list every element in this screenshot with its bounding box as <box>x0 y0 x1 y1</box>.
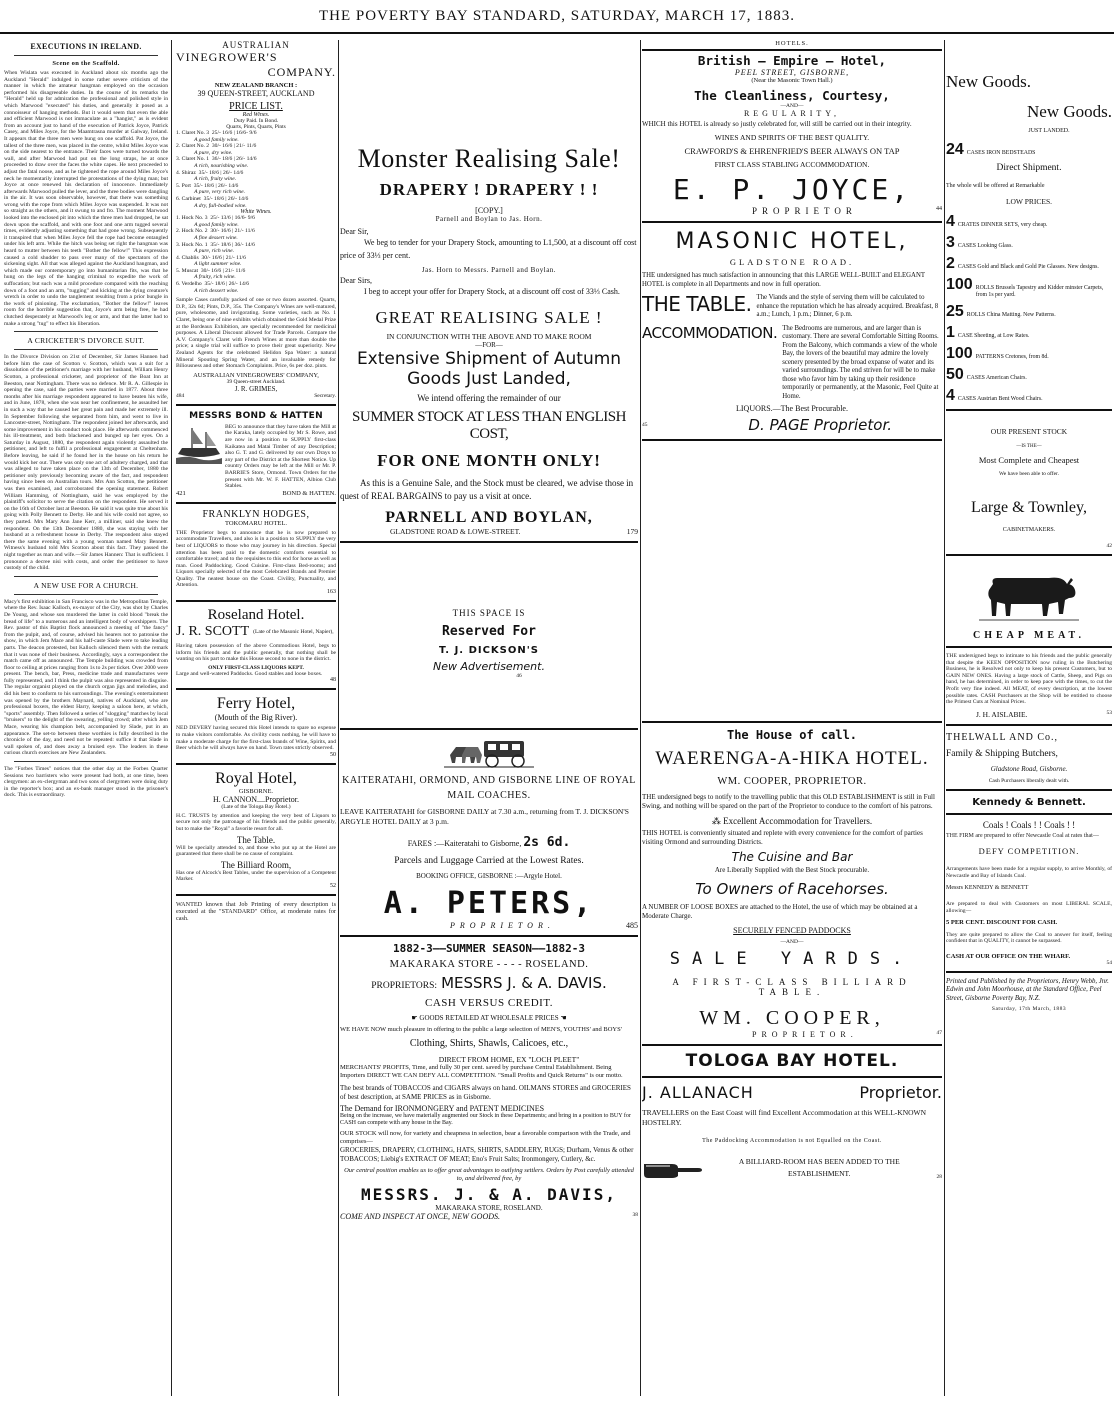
goods-description: ROLLS China Matting. New Patterns. <box>966 312 1056 318</box>
divider <box>176 688 336 690</box>
ad-text: The whole will be offered at Remarkable <box>946 183 1045 189</box>
ad-text: J. H. AISLABIE. <box>976 709 1028 719</box>
ad-heading: British — Empire — Hotel, <box>697 53 887 68</box>
ad-heading: MESSRS BOND & HATTEN <box>189 410 323 421</box>
ad-heading: THELWALL AND Co., <box>946 731 1058 743</box>
goods-description: CASES Austrian Bent Wood Chairs. <box>957 396 1043 402</box>
ad-heading: MESSRS. J. & A. DAVIS, <box>361 1185 617 1204</box>
divider <box>946 554 1112 556</box>
ad-text: GLADSTONE ROAD. <box>729 257 855 267</box>
ad-text: FARES :—Kaiteratahi to Gisborne, <box>407 839 522 848</box>
wine-row: 5. Muscat 30/- 16/6 | 21/- 11/6 <box>176 267 246 274</box>
goods-item <box>946 142 1112 158</box>
ad-number: 163 <box>327 589 336 596</box>
ad-text: Parcels and Luggage Carried at the Lowest Rates. <box>394 856 584 866</box>
ad-heading: FRANKLYN HODGES, <box>202 508 310 520</box>
ad-heading: Large & Townley, <box>971 499 1087 516</box>
ad-heading: THE TABLE. <box>642 292 752 316</box>
masthead <box>0 0 1114 34</box>
divider <box>340 935 638 937</box>
wine-row: 6. Carbinet 35/- 18/6 | 26/- 14/6 <box>176 195 249 202</box>
wine-row: 4. Chablis 30/- 16/6 | 21/- 11/6 <box>176 254 246 261</box>
wine-note: A light summer wine. <box>190 261 242 268</box>
ad-number: 46 <box>516 673 522 679</box>
ad-heading: WM. COOPER, <box>699 1007 885 1029</box>
ad-text: H. CANNON....Proprietor. <box>213 794 299 804</box>
goods-quantity: 1 <box>946 324 955 341</box>
ad-body: Are prepared to deal with Customers on most LIBERAL SCALE, allowing— <box>946 901 1112 915</box>
wine-row: 2. Claret No. 2 30/- 16/6 | 21/- 11/6 <box>176 143 257 150</box>
pointing-hand-icon: ☛ <box>411 1014 420 1022</box>
ad-text: A FIRST-CLASS BILLIARD TABLE. <box>672 977 912 997</box>
ad-text: Excellent Accommodation for Travellers. <box>723 816 873 826</box>
ad-text: OUR PRESENT STOCK <box>990 427 1068 436</box>
column-2 <box>176 40 336 1396</box>
wine-list <box>176 130 336 209</box>
ad-text: (Mouth of the Big River). <box>214 713 298 723</box>
wine-note: A dry, full-bodied wine. <box>190 202 247 209</box>
ad-body: They are quite prepared to allow the Coal to answer for itself, feeling confident that in QUALITY, it cannot be surpassed. <box>946 931 1112 945</box>
ad-text: [COPY.] <box>475 206 503 215</box>
ad-text: GISBORNE. <box>238 787 274 795</box>
ad-body: Having taken possession of the above Commodious Hotel, begs to inform his friends and the public generally, that nothing shall be wanting on his part to make this House second to none in the district. <box>176 643 336 663</box>
ad-heading: Royal Hotel, <box>215 769 297 787</box>
ad-text: PROPRIETOR. <box>450 921 555 930</box>
ad-heading: TOLOGA BAY HOTEL. <box>685 1051 899 1071</box>
wine-note: A pure, very rich wine. <box>190 189 246 196</box>
ad-body: Our central position enables us to offer great advantages to outlying settlers. Orders by Post carefully attended to, and delivered free, by <box>344 1167 634 1182</box>
column-rule <box>640 40 641 1396</box>
ad-heading: MESSRS J. & A. DAVIS. <box>441 974 607 992</box>
ad-text: JUST LANDED. <box>1028 128 1070 134</box>
ad-heading: CHEAP MEAT. <box>973 630 1085 641</box>
article-heading: A NEW USE FOR A CHURCH. <box>33 580 139 590</box>
ad-heading: VINEGROWER'S <box>176 50 278 64</box>
divider <box>642 1076 942 1078</box>
ad-heading: Proprietor. <box>859 1083 942 1102</box>
wine-row: 3. Claret No. 1 36/- 18/6 | 26/- 14/6 <box>176 156 257 163</box>
wine-row: 1. Claret No. 3 25/- 16/6 | 16/6- 9/6 <box>176 130 257 136</box>
ad-number: 484 <box>176 392 185 399</box>
ad-text: Jas. Horn to Messrs. Parnell and Boylan. <box>421 266 557 274</box>
ad-text: (Late of the Tologa Bay Hotel.) <box>221 803 291 810</box>
ad-heading: D. PAGE Proprietor. <box>748 416 892 434</box>
goods-description: CASES Looking Glass. <box>957 243 1013 249</box>
ad-text: New Advertisement. <box>433 660 545 673</box>
ad-body: The Viands and the style of serving them will be calculated to enhance the reputation which he has already acquired. Breakfast, 8 a.m.; Lunch, 1 p.m.; Dinner, 6 p.m. <box>756 294 939 318</box>
ad-text: NEW ZEALAND BRANCH : <box>214 82 298 89</box>
wine-note: A rich dessert wine. <box>190 287 239 294</box>
ad-text: 5 PER CENT. DISCOUNT FOR CASH. <box>946 918 1058 926</box>
wine-row: 5. Port 35/- 18/6 | 26/- 14/6 <box>176 182 239 189</box>
column-5 <box>946 40 1112 1396</box>
divider <box>946 813 1112 815</box>
goods-quantity: 4 <box>946 387 955 404</box>
ad-heading: MAKARAKA STORE - - - - ROSELAND. <box>389 959 589 970</box>
ad-heading: Roseland Hotel. <box>207 607 305 624</box>
goods-list <box>946 142 1112 158</box>
ad-text: —AND— <box>780 103 804 109</box>
ad-text: GOODS RETAILED AT WHOLESALE PRICES <box>419 1014 559 1022</box>
ad-text: CRAWFORD'S & EHRENFRIED'S BEER ALWAYS ON TAP <box>684 146 900 156</box>
ad-text: Are Liberally Supplied with the Best Stock procurable. <box>714 866 870 874</box>
ad-text: (Near the Masonic Town Hall.) <box>751 77 833 84</box>
ad-heading: To Owners of Racehorses. <box>695 880 889 898</box>
masthead-title: THE POVERTY BAY STANDARD, SATURDAY, MARCH 17, 1883. <box>318 7 796 24</box>
goods-quantity: 24 <box>946 141 964 158</box>
ad-body: LEAVE KAITERATAHI for GISBORNE DAILY at 7.30 a.m., returning from T. J. DICKSON'S ARGYLE HOTEL DAILY at 3 p.m. <box>340 807 629 826</box>
imprint-date: Saturday, 17th March, 1883 <box>991 1006 1067 1013</box>
ad-heading: A. PETERS, <box>383 886 595 921</box>
ad-heading: Extensive Shipment of Autumn <box>356 349 622 369</box>
wine-row: 1. Hock No. 3 25/- 13/6 | 16/6- 9/6 <box>176 215 255 222</box>
ad-heading: Monster Realising Sale! <box>357 144 621 173</box>
goods-item <box>946 235 1112 251</box>
goods-item <box>946 304 1112 320</box>
divider <box>946 724 1112 726</box>
ad-body: THE Proprietor begs to announce that he is now prepared to accommodate Travellers, and also is in a position to SUPPLY the very best of LIQUORS to those who may journey in his direction. Special attention has been paid to the domestic comforts essential to comfortable travel; and to the requisites to this end for horse as well as man. Good Paddocking. Good Cuisine. First-class Bed-rooms; and Liquors specially selected of the most Celebrated Brands and Premier Quality. The neatest house on the Coast. Civility, Punctuality, and Attention. <box>176 529 336 589</box>
ad-heading: Goods Just Landed, <box>407 369 571 389</box>
ad-body: WHICH this HOTEL is already so justly celebrated for, will still be carried out in their integrity. <box>642 120 912 128</box>
wine-list <box>176 215 336 294</box>
ad-body: The best brands of TOBACCOS and CIGARS always on hand. OILMANS STORES and GROCERIES of best description, at SAME PRICES as in Gisborne. <box>340 1084 631 1101</box>
goods-quantity: 50 <box>946 366 964 383</box>
divider <box>642 1044 942 1046</box>
divider <box>14 55 158 56</box>
wine-row: 3. Hock No. 1 35/- 18/6 | 36/- 14/6 <box>176 241 255 248</box>
ad-text: Secretary. <box>314 392 336 399</box>
ad-text: Parnell and Boylan to Jas. Horn. <box>435 215 543 223</box>
ad-text: PROPRIETORS: <box>371 981 438 991</box>
ad-body: WE HAVE NOW much pleasure in offering to the public a large selection of MEN'S, YOUTHS' and BOYS' <box>340 1026 622 1033</box>
ad-number: 42 <box>1106 543 1112 549</box>
ad-heading: The Billiard Room, <box>220 859 292 870</box>
column-3 <box>340 40 638 1396</box>
column-rule <box>944 40 945 1396</box>
ad-text: 39 QUEEN-STREET, AUCKLAND <box>197 89 315 98</box>
divider <box>642 439 942 441</box>
wine-note: A good family wine. <box>190 221 239 228</box>
column-1 <box>4 40 168 1396</box>
ad-text: 2s 6d. <box>523 835 571 850</box>
ad-number: 50 <box>330 751 336 758</box>
ad-text: J. R. GRIMES, <box>234 384 278 393</box>
goods-description: CASES IRON BEDSTEADS <box>966 150 1036 156</box>
ad-body: As this is a Genuine Sale, and the Stock must be cleared, we advise those in quest of REAL BARGAINS to pay us a visit at once. <box>340 478 634 501</box>
ad-heading: Ferry Hotel, <box>216 695 296 713</box>
ad-number: 28 <box>936 1174 942 1180</box>
ad-heading: Family & Shipping Butchers, <box>946 748 1058 759</box>
ad-heading: Clothing, Shirts, Shawls, Calicoes, etc., <box>409 1038 569 1049</box>
ad-heading: CASH VERSUS CREDIT. <box>425 997 553 1009</box>
ad-heading: New Goods. <box>946 72 1031 91</box>
ad-number: 45 <box>642 422 648 428</box>
ad-text: AUSTRALIAN VINEGROWERS' COMPANY, <box>193 371 319 379</box>
divider <box>340 728 638 730</box>
divider <box>14 349 158 350</box>
article-body: When Wislata was executed in Auckland about six months ago the Auckland "Herald" indulged in some rather severe criticism of the manner in which the amateur hangman employed on the occasion performed his disagreeable duties. In the course of its remarks the "Herald" held up for admiration the professional and polished style in which Marwood "executed" his duties, and generally it posed as a connoisseur of hanging methods. But it would seem that even the able and efficient Marwood is not immaculate as a "hangist," as is evident from an account just to hand of the execution of Patrick Joyce, Patrick Casey, and Miles Joyce, for the Maamtrasna murder at Galway, Ireland. It appears that the three men were hung on one scaffold. Pat Joyce, the tallest of the three men, was placed in the centre, whilst Miles Joyce was on the side nearest to the entrance. Their faces were turned towards the wall, and after Marwood had put on the long straps, he at once proceeded to draw over the faces the white capes. He next proceeded to adjust the fatal noose, and as he tightened the rope around Miles Joyce's neck he momentarily interrupted the protestations of the dying man; but Joyce at once renewed his declaration of innocence. Immediately afterwards Marwood pulled the lever, and the three bodies were dangling in the air. It was soon observable, however, that there was something wrong with the rope from which Miles Joyce was suspended. It was not so straight as the others, and it swung to and fro. The moment Marwood looked into the enclosed pit into which the three men had dropped, he sat down upon the scaffold, and with one foot and one arm tugged several times, evidently adjusting something that had gone wrong. Subsequently it transpired that when Miles Joyce fell the rope had become entangled under his left arm. While the hitch was being set right the hangman was heard to mutter between his teeth "Bother the fellow!" This expression caused a cold shudder to pass over many of the spectators of the sickening sight. All that was alleged against the Auckland hangman, and which made our contemporary go into humanitarian fits, was that he hung on the legs of the hanging criminal to expedite the work of suffocation; but such was a mild procedure compared with the reaching down of a foot and an arm, "tugging" and kicking at the dying creature's wretch in order to undo the tanglement resulting from a prior bungle in the work of pinioning. The exclamation, "Bother the fellow!" leaves room for the horrible suggestion that, Joyce's arm being free, he had clutched desperately at Marwood's leg or arm, and that the latter had to make a strong "tug" to effect his liberation. <box>4 70 168 327</box>
ad-body: I beg to accept your offer for Drapery Stock, at a discount off cost of 33⅓ Cash. <box>364 287 620 296</box>
goods-quantity: 100 <box>946 276 973 293</box>
asterism-icon: ⁂ <box>711 816 724 826</box>
divider <box>176 763 336 765</box>
ad-body: Arrangements have been made for a regular supply, to arrive Monthly, of Newcastle and Bay of Islands Coal. <box>946 866 1112 879</box>
column-rule <box>171 40 172 1396</box>
goods-description: ROLLS Brussels Tapestry and Kidder minster Carpets, from 1s per yard. <box>975 285 1104 298</box>
ad-text: COME AND INSPECT AT ONCE, NEW GOODS. <box>340 1212 501 1221</box>
ad-body: THE undersigned begs to notify to the travelling public that this OLD ESTABLISHMENT is still in Full Swing, and nothing will be spared on the part of the Proprietor to conduce to the comfort of his patrons. <box>642 793 935 810</box>
ad-text: GLADSTONE ROAD & LOWE-STREET. <box>390 527 521 536</box>
wine-note: A fine dessert wine. <box>190 234 238 241</box>
ad-heading: WAERENGA-A-HIKA HOTEL. <box>655 748 929 769</box>
ad-body: WANTED known that Job Printing of every description is executed at the "STANDARD" Office, at moderate rates for cash. <box>176 900 336 923</box>
goods-item <box>946 388 1112 404</box>
article-body: The "Forbes Times" notices that the other day at the Forbes Quarter Sessions two barristers who were present had both, at one time, been clergymen: an ex-clergyman and two sons of clergymen were doing duty in the reporter's box; and an ex-bank manager stood in the prisoner's dock. This is extraordinary. <box>4 766 168 799</box>
ad-body: THE FIRM are prepared to offer Newcastle Coal at rates that— <box>946 832 1099 839</box>
goods-description: CASES American Chairs. <box>966 375 1027 381</box>
ad-body: Large and well-watered Paddocks. Good stables and loose boxes. <box>176 670 323 677</box>
divider <box>642 221 942 223</box>
goods-item <box>946 346 1112 362</box>
ad-text: Cash Purchasers liberally dealt with. <box>988 777 1070 784</box>
article-heading: A CRICKETER'S DIVORCE SUIT. <box>27 336 145 346</box>
ad-heading: WM. COOPER, PROPRIETOR. <box>717 776 867 787</box>
ad-body: H.C. TRUSTS by attention and keeping the very best of Liquors to secure not only the patronage of his friends and the public generally, but to make the "Royal" a favorite resort for all. <box>176 812 336 832</box>
goods-quantity: 100 <box>946 345 973 362</box>
wine-row: 2. Hock No. 2 30/- 16/6 | 21/- 11/6 <box>176 228 255 235</box>
ad-text: Most Complete and Cheapest <box>978 455 1080 465</box>
ad-text: CASH AT OUR OFFICE ON THE WHARF. <box>946 952 1071 960</box>
ad-heading: The Cuisine and Bar <box>731 850 853 864</box>
bull-engraving-icon <box>979 570 1079 624</box>
divider <box>946 409 1112 411</box>
ad-text: Quarts, Pints, Quarts, Pints <box>226 124 286 130</box>
ad-number: 54 <box>1106 959 1112 966</box>
pointing-hand-icon <box>642 1156 702 1180</box>
divider <box>946 789 1112 791</box>
divider <box>14 761 158 762</box>
wine-note: A fruity, rich wine. <box>190 274 236 281</box>
ad-heading: MASONIC HOTEL, <box>675 229 909 254</box>
ad-heading: COMPANY. <box>267 65 336 79</box>
ship-engraving-icon <box>176 424 222 464</box>
ad-text: LOW PRICES. <box>1005 197 1053 206</box>
ad-text: Gladstone Road, Gisborne. <box>990 764 1068 773</box>
ad-text: —IS THE— <box>1016 444 1042 449</box>
ad-heading: SALE YARDS. <box>669 949 915 969</box>
goods-item <box>946 214 1112 230</box>
ad-text: DEFY COMPETITION. <box>978 846 1080 857</box>
section-heading: HOTELS. <box>775 40 809 47</box>
wine-note: A good family wine. <box>190 136 239 143</box>
divider <box>642 721 942 723</box>
ad-body: Will be specially attended to, and those who put up at the Hotel are guaranteed that there shall be no cause of complaint. <box>176 844 336 858</box>
article-subheading: Scene on the Scaffold. <box>52 60 120 67</box>
goods-item <box>946 367 1112 383</box>
ad-number: 44 <box>936 206 942 212</box>
ad-body: THE undersigned begs to intimate to his friends and the public generally that despite the KEEN OPPOSITION now ruling in the Butchering Business, he is Resolved not only to keep his present Customers, but to GAIN NEW ONES. Having a large stock of Cattle, Sheep, and Pigs on hand, he has determined, in order to keep pace with the times, to cut the Profit very fine indeed. All MEAT, of every description, at the lowest possible rates. CASH Purchasers at the Shop will be entitled to choose the Primest Cuts at Nominal Prices. <box>946 653 1112 706</box>
ad-text: BOOKING OFFICE, GISBORNE :—Argyle Hotel. <box>416 872 562 880</box>
ad-text: FIRST CLASS STABLING ACCOMMODATION. <box>714 160 870 169</box>
ad-body: MERCHANTS' PROFITS, Time, and fully 30 per cent. saved by purchase Central Establishment. Being Importers DIRECT WE CAN DEFY ALL COMPETITION. "Small Profits and Quick Returns" is our motto. <box>340 1064 623 1079</box>
ad-number: 52 <box>330 882 336 889</box>
ad-text: LIQUORS.—The Best Procurable. <box>736 404 848 413</box>
goods-description: CRATES DINNER SETS, very cheap. <box>957 222 1048 228</box>
ad-number: 48 <box>330 677 336 684</box>
ad-heading: E. P. JOYCE, <box>672 173 912 206</box>
article-body: Macy's first exhibition in San Francisco was in the Metropolitan Temple, where the Rev. Isaac Kalloch, ex-mayor of the City, was shot by Charles De Young, and whose son murdered the latter in cold blood "break the bread of life" to a numerous and an intelligent body of worshippers. The Rev. pastor of this Baptist flock announced a meeting of "the fancy" from the pulpit, and, of course, advised his hearers not to patronise the show, in which Jem Mace and his half-caste Slade were to take leading parts. The deacon protested, but Kalloch silenced them with the remark that it was none of their business. Accordingly, says a correspondent the match came off as announced. The Temple building was crowded from floor to ceiling at prices ranging from 1s to 2s per ticket. Over 2000 were present. The bench, bar, Press, medicine trade and manufactures were fully represented, and I think the pulpit was also represented in disguise. The regular organist played on the church organ jigs and melodies, and did his best to conform to his surroundings. The evening's entertainment was opened by the brothers Maynard, natives of Auckland, who are professional boxers, the eldest Harry, keeping a saloon here, at which, "sports" assembly. Then followed a series of "slogging" matches by local "bruisers" to the delight of the swearing, yelling crowd; after which Jem Mace, wearing his champion belt, accompanied by Slade, put in an appearance. The set-to between these worthies is fully described in the chronicle of the day, and need not be repeated: suffice it that Slade in wall spoken of, and does away a bruised eye. The leaders in these curious church exercises are New Zealanders. <box>4 598 168 757</box>
article-body: In the Divorce Division on 21st of December, Sir James Hannen had before him the case of Scotton v. Scotton, which was a suit for a dissolution of the petitioner's marriage with her husband, William Henry Scotton, a professional cricketer, and proprietor of the Boat Inn at Beeston, near Nottingham. There was no defence. Mr R. A. Gillespie in opening the case, said the parties were married in 1877. About three months after his marriage respondent appeared to have beaten his wife, and in June, 1878, when she was near her confinement, he assaulted her in such a way that he caused her great pain and made her extremely ill. In September following she separated from him, and went to live in Lancoster-street, Nottingham. The respondent joined her afterwards, and some improvement in his conduct took place. He afterwards commenced his ill-treatment, and both blackened and bunged up her eyes. On a Saturday in August, 1880, the respondent again violently assaulted the petitioner, and left to fulfil a professional engagement at Cheltenham. Before leaving, he said if he found her in the house on his return he would kick her out. There was only one act of adultery charged, and that was alleged to have taken place on the 13th of December, 1880 the petitioner only previously becoming aware of the fact, and respondent having since been on Australian tours. Mrs Ann Scotton, the petitioner was then examined, and corroborated the opening statement. Robert William Hamming, of Nottingham, said he was employed by the plaintiff's solicitor to serve the citation on the respondent. He served it on the 16th of October last at Beeston. He said it was quite true about his going with Polly Bennett to Derby. He and his wife could not agree, so they parted. Mrs Mary Ann Jane Kerr, a milliner, said she knew the respondent. On the 13th December 1880, she was staying with her husband at a refreshment house in Derby. The respondent also stayed there the same evening with a young woman named Mary Bennett. Witness's husband told Mrs Scotton about this fact. They passed the night together as man and wife.—Sir James Hannen: That is sufficient. I pronounce a decree nisi with costs, and order the petitioner to have custody of the child. <box>4 354 168 572</box>
goods-description: PATTERNS Cretones, from 8d. <box>975 354 1049 360</box>
ad-text: We intend offering the remainder of our <box>417 393 561 403</box>
ad-text: White Wines. <box>240 209 272 216</box>
ad-body: Has one of Alcock's Best Tables, under the supervision of a Competent Marker. <box>176 869 336 883</box>
ad-text: PROPRIETOR. <box>752 1030 858 1039</box>
divider <box>14 576 158 577</box>
column-rule <box>338 40 339 1396</box>
ad-heading: ACCOMMODATION. <box>642 323 778 342</box>
imprint: Printed and Published by the Proprietors, Henry Webb, Jnr. Edwin and John Moorhouse, at the Standard Office, Peel Street, Gisborne Poverty Bay, N.Z. <box>946 977 1109 1002</box>
ad-heading: The House of call. <box>726 728 858 742</box>
ad-heading: Kennedy & Bennett. <box>972 796 1086 808</box>
goods-description: CASES Gold and Black and Gold Pie Glasses. New designs. <box>957 264 1099 270</box>
divider <box>176 502 336 504</box>
divider <box>176 894 336 896</box>
ad-body: A NUMBER OF LOOSE BOXES are attached to the Hotel, the use of which may be obtained at a Moderate Charge. <box>642 903 918 920</box>
ad-body: NED DEVERY having secured this Hotel intends to spare no expense to make visitors comfortable. As civility costs nothing, he will have to make a moderate charge for the first-class brands of Wine, Spirits, and Beer which he will always have on hand. Town rates strictly observed. <box>176 725 336 752</box>
ad-heading: PARNELL AND BOYLAN, <box>385 509 593 526</box>
ad-number: 485 <box>626 921 638 930</box>
pointing-hand-icon: ☚ <box>558 1014 567 1022</box>
column-4 <box>642 40 942 1396</box>
ad-heading: KAITERATAHI, ORMOND, AND GISBORNE LINE OF ROYAL MAIL COACHES. <box>342 775 636 801</box>
ad-text: Messrs KENNEDY & BENNETT <box>946 885 1029 892</box>
ad-heading: T. J. DICKSON'S <box>438 645 540 656</box>
ad-number: 47 <box>936 1030 942 1036</box>
ad-text: REGULARITY, <box>743 109 841 118</box>
ad-heading: SUMMER STOCK AT LESS THAN ENGLISH COST, <box>352 409 626 442</box>
ad-body: BEG to announce that they have taken the Mill at the Karaka, lately occupied by Mr S. Rowe, and are now in a position to SUPPLY first-class Kaikatea and Matai Timber of any Description; also G. T. and G. delivered by our own Drays to any part of the District at the Shortest Notice. Up country Orders may be left at the Mill or Mr. P. BARRIE'S Store, Ormond. Town Orders for the present with Mr. W. F. HATTEN, Albion Club Stables. <box>225 423 336 490</box>
divider <box>946 646 1112 648</box>
article-heading: EXECUTIONS IN IRELAND. <box>30 42 142 51</box>
ad-text: J. R. SCOTT <box>176 624 250 640</box>
ad-text: —FOR— <box>475 341 503 349</box>
ad-heading: DRAPERY ! DRAPERY ! ! <box>379 180 599 199</box>
wine-note: A rich, fruity wine. <box>190 176 237 183</box>
wine-row: 6. Verdelho 35/- 18/6 | 26/- 14/6 <box>176 281 250 288</box>
ad-text: PEEL STREET, GISBORNE, <box>734 68 850 77</box>
ad-heading: PRICE LIST. <box>229 101 283 112</box>
ad-body: TRAVELLERS on the East Coast will find Excellent Accommodation at this WELL-KNOWN HOSTELRY. <box>642 1108 927 1127</box>
ad-number: 421 <box>176 489 186 497</box>
ad-body: The Bedrooms are numerous, and are larger than is customary. There are several Comfortable Sitting Rooms. From the Balcony, which commands a view of the whole Bay, the lovers of the beautiful may admire the lovely scenery presented by the broad expanse of water and its varied surroundings. The end striven for will be to make those who favor him by taking up their residence temporarily or permanently, at the Masonic, Feel Quite at Home. <box>782 324 939 400</box>
ad-body: THIS HOTEL is conveniently situated and replete with every convenience for the comfort of parties visiting Ormond and surrounding Districts. <box>642 829 923 846</box>
divider <box>946 971 1112 973</box>
goods-description: CASE Sheeting, at Low Rates. <box>957 333 1030 339</box>
ad-text: DIRECT FROM HOME, EX "LOCH PLEET" <box>438 1055 580 1064</box>
wine-note: A pure, dry wine. <box>190 149 233 156</box>
ad-body: Sample Cases carefully packed of one or two dozen assorted. Quarts, D.P., 32s 6d; Pints, D.P., 35s. The Company's Wines are well-matured, pure, wholesome, and invigorating. Some varieties, such as No. 1 Claret, being one of nine exhibits which obtained the Gold Medal Prize at the Bordeaux Exhibition, are specially recommended for medicinal purposes. A Liberal Discount allowed for Trade Parcels. Compare the A.V. Company's Claret with French Wines at more than double the price; a single trial will suffice to prove their great superiority. New Zealand Agents for the celebrated Helidon Spa Water: a natural Mineral Spouting Spring Water, and an invaluable remedy for Biliousness and other Stomach Complaints. Price, 6s per doz. pints. <box>176 297 336 370</box>
ad-text: CABINETMAKERS. <box>1002 527 1056 533</box>
wine-note: A rich, nourishing wine. <box>190 162 249 169</box>
ad-text: 39 Queen-street Auckland. <box>226 378 286 385</box>
ad-text: Coals ! Coals ! ! Coals ! ! <box>982 819 1076 830</box>
goods-quantity: 3 <box>946 234 955 251</box>
ad-text: Red Wines. <box>242 112 270 118</box>
goods-list <box>946 214 1112 404</box>
divider <box>14 594 158 595</box>
ad-heading: Reserved For <box>442 624 536 639</box>
ad-body: THE undersigned has much satisfaction in announcing that this LARGE WELL-BUILT and ELEGANT HOTEL is complete in all Departments and now in full operation. <box>642 272 925 288</box>
divider <box>14 331 158 332</box>
ad-text: (Late of the Masonic Hotel, Napier), <box>253 629 334 636</box>
goods-quantity: 4 <box>946 213 955 230</box>
ad-text: MAKARAKA STORE, ROSELAND. <box>435 1204 543 1212</box>
ad-heading: New Goods. <box>1027 102 1112 121</box>
ad-text: IN CONJUNCTION WITH THE ABOVE AND TO MAKE ROOM <box>386 332 592 341</box>
ad-text: Dear Sir, <box>340 227 369 236</box>
divider <box>642 49 942 51</box>
ad-text: The Paddocking Accommodation is not Equalled on the Coast. <box>702 1138 882 1144</box>
ad-number: 179 <box>626 527 638 536</box>
ad-text: The Demand for IRONMONGERY and PATENT MEDICINES <box>340 1104 545 1113</box>
ad-text: —AND— <box>780 939 804 945</box>
divider <box>176 600 336 602</box>
ad-body: A BILLIARD-ROOM HAS BEEN ADDED TO THE ESTABLISHMENT. <box>738 1157 900 1178</box>
ad-text: BOND & HATTEN. <box>282 489 336 497</box>
goods-quantity: 25 <box>946 303 964 320</box>
divider <box>340 541 638 543</box>
ad-text: Dear Sirs, <box>340 276 372 285</box>
ad-body: OUR STOCK will now, for variety and cheapness in selection, bear a favorable comparison with the Trade, and comprises— <box>340 1130 631 1145</box>
divider <box>176 404 336 406</box>
ad-text: PROPRIETOR <box>752 206 857 216</box>
ad-number: 38 <box>632 1212 638 1218</box>
coach-engraving-icon <box>444 735 534 769</box>
ad-heading: GREAT REALISING SALE ! <box>375 308 603 327</box>
ad-text: WINES AND SPIRITS OF THE BEST QUALITY. <box>714 133 870 142</box>
goods-item <box>946 256 1112 272</box>
ad-text: THIS SPACE IS <box>452 608 526 618</box>
ad-heading: The Table. <box>236 834 276 845</box>
ad-heading: AUSTRALIAN <box>222 40 290 50</box>
ad-heading: FOR ONE MONTH ONLY! <box>377 451 601 470</box>
ad-heading: The Cleanliness, Courtesy, <box>694 88 890 103</box>
wine-note: A pure, rich wine. <box>190 248 235 255</box>
ad-heading: J. ALLANACH <box>642 1083 754 1102</box>
goods-item <box>946 325 1112 341</box>
goods-quantity: 2 <box>946 255 955 272</box>
ad-text: Direct Shipment. <box>996 163 1062 173</box>
ad-text: Duty Paid. In Bond. <box>233 118 279 124</box>
wine-row: 4. Shiraz 35/- 18/6 | 26/- 14/6 <box>176 169 244 176</box>
ad-text: We have been able to offer. <box>999 471 1059 477</box>
ad-body: We beg to tender for your Drapery Stock, amounting to L1,500, at a discount off cost price of 33⅓ per cent. <box>340 238 637 260</box>
ad-body: Being on the increase, we have materially augmented our Stock in these Departments; and bring in a position to BUY for CASH can compete with any house in the Bay. <box>340 1113 631 1126</box>
ad-heading: 1882-3——SUMMER SEASON——1882-3 <box>392 942 586 955</box>
ad-body: GROCERIES, DRAPERY, CLOTHING, HATS, SHIRTS, SADDLERY, RUGS; Durham, Venus & other TOBACCOS; Liebig's EXTRACT OF MEAT; Eno's Fruit Salts; Ironmongery, Cutlery, &c. <box>340 1146 634 1163</box>
ad-text: TOKOMARU HOTEL. <box>225 519 287 527</box>
ad-text: SECURELY FENCED PADDOCKS <box>733 926 851 935</box>
ad-text: ONLY FIRST-CLASS LIQUORS KEPT. <box>208 664 304 671</box>
ad-number: 53 <box>1106 709 1112 716</box>
goods-item <box>946 277 1112 299</box>
